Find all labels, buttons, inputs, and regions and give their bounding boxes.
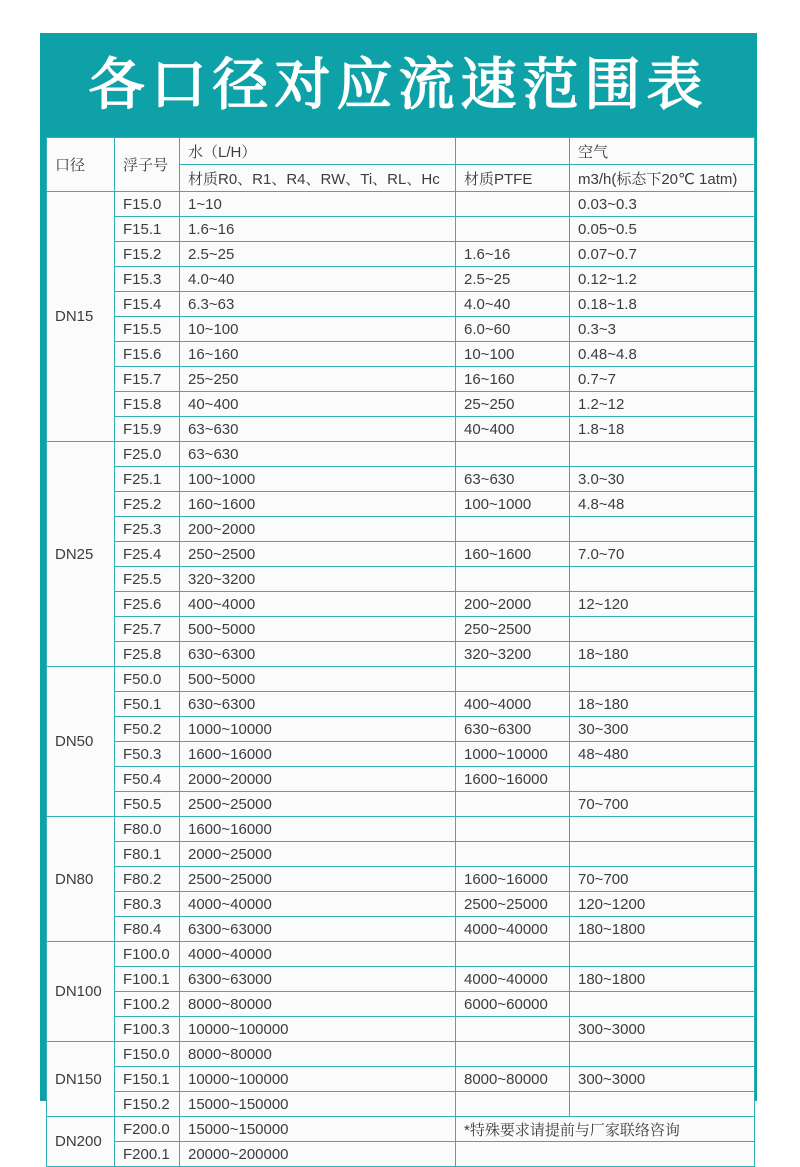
float-number-cell: F25.0 — [115, 442, 180, 467]
ptfe-flow-cell — [456, 1092, 570, 1117]
ptfe-flow-cell: 4.0~40 — [456, 292, 570, 317]
table-row — [47, 467, 755, 492]
water-flow-cell: 250~2500 — [180, 542, 456, 567]
water-flow-cell: 500~5000 — [180, 617, 456, 642]
ptfe-flow-cell: 250~2500 — [456, 617, 570, 642]
ptfe-flow-cell — [456, 217, 570, 242]
ptfe-flow-cell: 400~4000 — [456, 692, 570, 717]
table-row — [47, 492, 755, 517]
water-flow-cell: 4.0~40 — [180, 267, 456, 292]
float-number-cell: F15.5 — [115, 317, 180, 342]
water-flow-cell: 2500~25000 — [180, 792, 456, 817]
float-number-cell: F25.4 — [115, 542, 180, 567]
water-flow-cell: 2.5~25 — [180, 242, 456, 267]
ptfe-flow-cell — [456, 192, 570, 217]
ptfe-flow-cell: 1600~16000 — [456, 767, 570, 792]
float-number-cell: F150.1 — [115, 1067, 180, 1092]
water-flow-cell: 25~250 — [180, 367, 456, 392]
air-flow-cell: 3.0~30 — [570, 467, 755, 492]
float-number-cell: F15.2 — [115, 242, 180, 267]
ptfe-flow-cell — [456, 517, 570, 542]
header-water-material-ptfe: 材质PTFE — [456, 165, 570, 192]
ptfe-flow-cell — [456, 817, 570, 842]
air-flow-cell: 180~1800 — [570, 917, 755, 942]
float-number-cell: F80.1 — [115, 842, 180, 867]
air-flow-cell: 18~180 — [570, 692, 755, 717]
flow-range-panel — [40, 33, 757, 1163]
special-request-note: *特殊要求请提前与厂家联络咨询 — [456, 1117, 755, 1142]
water-flow-cell: 8000~80000 — [180, 992, 456, 1017]
water-flow-cell: 160~1600 — [180, 492, 456, 517]
table-row — [47, 667, 755, 692]
ptfe-flow-cell: 1.6~16 — [456, 242, 570, 267]
float-number-cell: F80.2 — [115, 867, 180, 892]
ptfe-flow-cell: 6.0~60 — [456, 317, 570, 342]
air-flow-cell — [570, 617, 755, 642]
water-flow-cell: 500~5000 — [180, 667, 456, 692]
table-row — [47, 217, 755, 242]
diameter-cell: DN150 — [47, 1042, 115, 1117]
float-number-cell: F50.1 — [115, 692, 180, 717]
table-row — [47, 717, 755, 742]
header-row-1 — [47, 138, 755, 165]
ptfe-flow-cell: 8000~80000 — [456, 1067, 570, 1092]
float-number-cell: F80.0 — [115, 817, 180, 842]
diameter-cell: DN80 — [47, 817, 115, 942]
ptfe-flow-cell: 1000~10000 — [456, 742, 570, 767]
table-row — [47, 342, 755, 367]
float-number-cell: F15.8 — [115, 392, 180, 417]
air-flow-cell — [570, 667, 755, 692]
water-flow-cell: 1000~10000 — [180, 717, 456, 742]
air-flow-cell: 30~300 — [570, 717, 755, 742]
header-float-number: 浮子号 — [115, 138, 180, 192]
ptfe-flow-cell — [456, 442, 570, 467]
ptfe-flow-cell — [456, 667, 570, 692]
table-row — [47, 867, 755, 892]
table-row — [47, 292, 755, 317]
float-number-cell: F25.5 — [115, 567, 180, 592]
air-flow-cell — [570, 1042, 755, 1067]
ptfe-flow-cell: 2500~25000 — [456, 892, 570, 917]
water-flow-cell: 400~4000 — [180, 592, 456, 617]
air-flow-cell: 70~700 — [570, 867, 755, 892]
float-number-cell: F200.1 — [115, 1142, 180, 1167]
water-flow-cell: 1600~16000 — [180, 817, 456, 842]
float-number-cell: F25.1 — [115, 467, 180, 492]
float-number-cell: F15.7 — [115, 367, 180, 392]
ptfe-flow-cell: 100~1000 — [456, 492, 570, 517]
water-flow-cell: 20000~200000 — [180, 1142, 456, 1167]
diameter-cell: DN15 — [47, 192, 115, 442]
float-number-cell: F25.8 — [115, 642, 180, 667]
water-flow-cell: 40~400 — [180, 392, 456, 417]
table-row — [47, 267, 755, 292]
table-row — [47, 592, 755, 617]
ptfe-flow-cell: 63~630 — [456, 467, 570, 492]
water-flow-cell: 15000~150000 — [180, 1117, 456, 1142]
water-flow-cell: 8000~80000 — [180, 1042, 456, 1067]
float-number-cell: F15.9 — [115, 417, 180, 442]
float-number-cell: F50.4 — [115, 767, 180, 792]
ptfe-flow-cell — [456, 942, 570, 967]
table-row — [47, 542, 755, 567]
float-number-cell: F50.0 — [115, 667, 180, 692]
air-flow-cell — [570, 842, 755, 867]
ptfe-flow-cell: 320~3200 — [456, 642, 570, 667]
table-body — [47, 192, 755, 1167]
water-flow-cell: 10000~100000 — [180, 1017, 456, 1042]
float-number-cell: F100.1 — [115, 967, 180, 992]
air-flow-cell — [570, 817, 755, 842]
table-header — [47, 138, 755, 192]
ptfe-flow-cell: 160~1600 — [456, 542, 570, 567]
float-number-cell: F150.0 — [115, 1042, 180, 1067]
air-flow-cell: 4.8~48 — [570, 492, 755, 517]
air-flow-cell — [570, 567, 755, 592]
header-water-group: 水（L/H） — [180, 138, 456, 165]
table-row — [47, 242, 755, 267]
air-flow-cell: 1.2~12 — [570, 392, 755, 417]
flow-range-table — [46, 137, 755, 1167]
diameter-cell: DN100 — [47, 942, 115, 1042]
float-number-cell: F200.0 — [115, 1117, 180, 1142]
air-flow-cell: 48~480 — [570, 742, 755, 767]
water-flow-cell: 1600~16000 — [180, 742, 456, 767]
air-flow-cell: 0.18~1.8 — [570, 292, 755, 317]
table-row — [47, 917, 755, 942]
table-row — [47, 742, 755, 767]
empty-span-cell — [456, 1142, 755, 1167]
water-flow-cell: 2500~25000 — [180, 867, 456, 892]
table-row — [47, 892, 755, 917]
air-flow-cell: 120~1200 — [570, 892, 755, 917]
water-flow-cell: 6.3~63 — [180, 292, 456, 317]
air-flow-cell — [570, 942, 755, 967]
air-flow-cell: 0.03~0.3 — [570, 192, 755, 217]
water-flow-cell: 1~10 — [180, 192, 456, 217]
air-flow-cell — [570, 1092, 755, 1117]
ptfe-flow-cell: 200~2000 — [456, 592, 570, 617]
water-flow-cell: 6300~63000 — [180, 917, 456, 942]
table-row — [47, 417, 755, 442]
header-water-material-main: 材质R0、R1、R4、RW、Ti、RL、Hc — [180, 165, 456, 192]
float-number-cell: F15.4 — [115, 292, 180, 317]
float-number-cell: F25.7 — [115, 617, 180, 642]
water-flow-cell: 320~3200 — [180, 567, 456, 592]
air-flow-cell: 300~3000 — [570, 1017, 755, 1042]
water-flow-cell: 2000~25000 — [180, 842, 456, 867]
water-flow-cell: 63~630 — [180, 442, 456, 467]
water-flow-cell: 4000~40000 — [180, 942, 456, 967]
air-flow-cell — [570, 992, 755, 1017]
ptfe-flow-cell: 2.5~25 — [456, 267, 570, 292]
header-air-unit: m3/h(标态下20℃ 1atm) — [570, 165, 755, 192]
table-row — [47, 367, 755, 392]
table-row — [47, 817, 755, 842]
air-flow-cell: 0.3~3 — [570, 317, 755, 342]
float-number-cell: F25.6 — [115, 592, 180, 617]
air-flow-cell: 300~3000 — [570, 1067, 755, 1092]
table-row — [47, 642, 755, 667]
header-water-spacer — [456, 138, 570, 165]
table-row — [47, 692, 755, 717]
ptfe-flow-cell — [456, 1042, 570, 1067]
float-number-cell: F80.4 — [115, 917, 180, 942]
float-number-cell: F15.6 — [115, 342, 180, 367]
ptfe-flow-cell: 16~160 — [456, 367, 570, 392]
air-flow-cell: 0.05~0.5 — [570, 217, 755, 242]
water-flow-cell: 63~630 — [180, 417, 456, 442]
ptfe-flow-cell — [456, 1017, 570, 1042]
ptfe-flow-cell: 10~100 — [456, 342, 570, 367]
water-flow-cell: 630~6300 — [180, 642, 456, 667]
air-flow-cell — [570, 767, 755, 792]
air-flow-cell: 0.12~1.2 — [570, 267, 755, 292]
header-diameter: 口径 — [47, 138, 115, 192]
air-flow-cell: 0.48~4.8 — [570, 342, 755, 367]
table-row — [47, 967, 755, 992]
table-row — [47, 1067, 755, 1092]
table-row — [47, 317, 755, 342]
diameter-cell: DN50 — [47, 667, 115, 817]
table-row — [47, 567, 755, 592]
table-row — [47, 1042, 755, 1067]
air-flow-cell: 18~180 — [570, 642, 755, 667]
float-number-cell: F50.2 — [115, 717, 180, 742]
float-number-cell: F25.2 — [115, 492, 180, 517]
ptfe-flow-cell: 6000~60000 — [456, 992, 570, 1017]
header-air-group: 空气 — [570, 138, 755, 165]
table-row — [47, 392, 755, 417]
table-wrap — [46, 137, 754, 1167]
water-flow-cell: 4000~40000 — [180, 892, 456, 917]
float-number-cell: F50.5 — [115, 792, 180, 817]
float-number-cell: F100.3 — [115, 1017, 180, 1042]
air-flow-cell: 0.7~7 — [570, 367, 755, 392]
ptfe-flow-cell — [456, 792, 570, 817]
diameter-cell: DN25 — [47, 442, 115, 667]
air-flow-cell: 12~120 — [570, 592, 755, 617]
float-number-cell: F100.2 — [115, 992, 180, 1017]
water-flow-cell: 15000~150000 — [180, 1092, 456, 1117]
table-row — [47, 1117, 755, 1142]
air-flow-cell: 1.8~18 — [570, 417, 755, 442]
table-row — [47, 517, 755, 542]
ptfe-flow-cell: 25~250 — [456, 392, 570, 417]
air-flow-cell — [570, 442, 755, 467]
water-flow-cell: 10~100 — [180, 317, 456, 342]
water-flow-cell: 200~2000 — [180, 517, 456, 542]
water-flow-cell: 6300~63000 — [180, 967, 456, 992]
table-row — [47, 1017, 755, 1042]
ptfe-flow-cell — [456, 842, 570, 867]
air-flow-cell: 7.0~70 — [570, 542, 755, 567]
water-flow-cell: 100~1000 — [180, 467, 456, 492]
ptfe-flow-cell: 4000~40000 — [456, 917, 570, 942]
table-row — [47, 942, 755, 967]
float-number-cell: F150.2 — [115, 1092, 180, 1117]
float-number-cell: F15.1 — [115, 217, 180, 242]
float-number-cell: F15.3 — [115, 267, 180, 292]
table-row — [47, 842, 755, 867]
air-flow-cell: 180~1800 — [570, 967, 755, 992]
table-row — [47, 1092, 755, 1117]
ptfe-flow-cell: 630~6300 — [456, 717, 570, 742]
air-flow-cell — [570, 517, 755, 542]
ptfe-flow-cell: 1600~16000 — [456, 867, 570, 892]
diameter-cell: DN200 — [47, 1117, 115, 1167]
air-flow-cell: 0.07~0.7 — [570, 242, 755, 267]
water-flow-cell: 630~6300 — [180, 692, 456, 717]
water-flow-cell: 2000~20000 — [180, 767, 456, 792]
table-row — [47, 767, 755, 792]
table-row — [47, 617, 755, 642]
water-flow-cell: 10000~100000 — [180, 1067, 456, 1092]
table-row — [47, 992, 755, 1017]
table-row — [47, 1142, 755, 1167]
ptfe-flow-cell: 40~400 — [456, 417, 570, 442]
water-flow-cell: 1.6~16 — [180, 217, 456, 242]
float-number-cell: F80.3 — [115, 892, 180, 917]
page-title: 各口径对应流速范围表 — [88, 53, 709, 116]
ptfe-flow-cell — [456, 567, 570, 592]
table-row — [47, 792, 755, 817]
float-number-cell: F50.3 — [115, 742, 180, 767]
air-flow-cell: 70~700 — [570, 792, 755, 817]
float-number-cell: F25.3 — [115, 517, 180, 542]
table-row — [47, 192, 755, 217]
table-row — [47, 442, 755, 467]
water-flow-cell: 16~160 — [180, 342, 456, 367]
float-number-cell: F100.0 — [115, 942, 180, 967]
ptfe-flow-cell: 4000~40000 — [456, 967, 570, 992]
float-number-cell: F15.0 — [115, 192, 180, 217]
